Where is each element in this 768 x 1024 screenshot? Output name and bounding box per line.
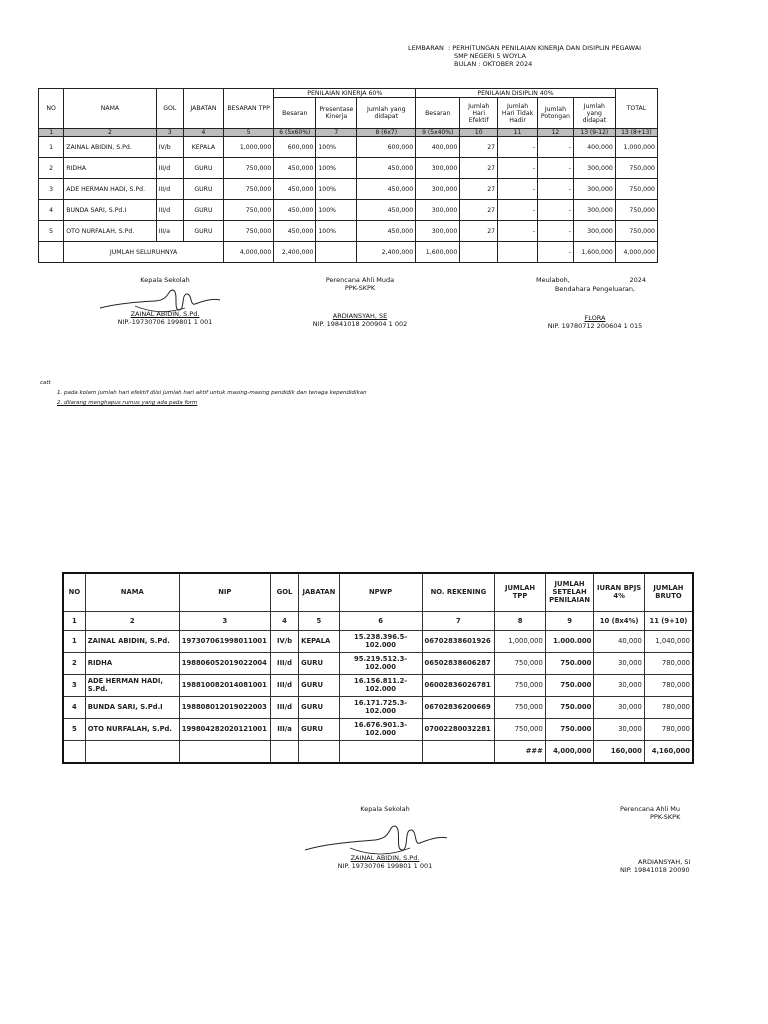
table-cell: 600,000: [274, 137, 316, 158]
total-row: [39, 242, 658, 263]
payment-header-cell: JUMLAH BRUTO: [644, 573, 693, 611]
note-2: 2. dilarang menghapus rumus yang ada pada form: [57, 400, 198, 406]
table-cell: -: [498, 221, 538, 242]
table-cell: -: [498, 200, 538, 221]
table-cell: 27: [460, 179, 498, 200]
payment-cell: 750,000: [495, 652, 546, 674]
payment-header-cell: NIP: [179, 573, 270, 611]
payment-total-cell: 4,160,000: [644, 740, 693, 763]
table-cell: 300,000: [573, 179, 615, 200]
payment-cell: 750.000: [545, 696, 594, 718]
payment-cell: 750,000: [495, 674, 546, 696]
table-cell: 450,000: [274, 158, 316, 179]
payment-row: [63, 652, 693, 674]
table-row: [39, 137, 658, 158]
table-cell: -: [538, 137, 574, 158]
payment-cell: 1.000.000: [545, 630, 594, 652]
column-number: 1: [39, 129, 64, 137]
total-cell: 2,400,000: [357, 242, 416, 263]
payment-cell: 06702838601926: [422, 630, 495, 652]
bendahara-signature-block: [530, 285, 660, 330]
total-cell: -: [538, 242, 574, 263]
payment-cell: 750.000: [545, 718, 594, 740]
payment-cell: 5: [63, 718, 85, 740]
table-cell: -: [538, 200, 574, 221]
table-cell: ADE HERMAN HADI, S.Pd.: [64, 179, 156, 200]
hdr-no: NO: [39, 89, 64, 129]
payment-column-number: 9: [545, 611, 594, 630]
place-date: [536, 276, 646, 284]
table-cell: 750,000: [615, 200, 657, 221]
table-cell: III/a: [156, 221, 183, 242]
payment-header-cell: NAMA: [85, 573, 179, 611]
table-cell: GURU: [183, 221, 223, 242]
payment-cell: KEPALA: [299, 630, 339, 652]
column-number: 9 (5x40%): [416, 129, 460, 137]
table-cell: 27: [460, 137, 498, 158]
perencana-title1: Perencana Ahli Muda: [325, 276, 395, 284]
perencana2-nip: NIP. 19841018 20090: [620, 866, 690, 874]
column-number: 13 (8+13): [615, 129, 657, 137]
payment-cell: 16.156.811.2-102.000: [339, 674, 422, 696]
table-cell: 750,000: [615, 179, 657, 200]
kepala2-name: ZAINAL ABIDIN, S.Pd.: [350, 854, 420, 862]
table-cell: KEPALA: [183, 137, 223, 158]
payment-cell: OTO NURFALAH, S.Pd.: [85, 718, 179, 740]
payment-cell: III/a: [270, 718, 298, 740]
hdr-d-potongan: Jumlah Potongan: [538, 98, 574, 129]
hdr-group-kinerja: PENILAIAN KINERJA 60%: [274, 89, 416, 98]
payment-cell: 1,040,000: [644, 630, 693, 652]
table-cell: GURU: [183, 158, 223, 179]
perencana-signature-block: [300, 276, 420, 328]
payment-cell: 197307061998011001: [179, 630, 270, 652]
lembaran-value: : PERHITUNGAN PENILAIAN KINERJA DAN DISIPLIN PEGAWAI: [447, 44, 642, 52]
table-cell: 27: [460, 200, 498, 221]
payment-cell: 780,000: [644, 696, 693, 718]
payment-total-cell: ###: [495, 740, 546, 763]
payment-cell: 780,000: [644, 718, 693, 740]
table-cell: 100%: [316, 179, 357, 200]
total-cell: 4,000,000: [615, 242, 657, 263]
kepala-signature-image: [95, 286, 225, 320]
table-cell: 750,000: [223, 179, 273, 200]
kepala-nip: NIP.-19730706 199801 1 001: [117, 318, 213, 326]
table-cell: 1: [39, 137, 64, 158]
perencana2-title1: Perencana Ahli Mu: [620, 805, 681, 813]
table-cell: 4: [39, 200, 64, 221]
place: Meulaboh,: [536, 276, 570, 284]
bendahara-title: Bendahara Pengeluaran,: [554, 285, 636, 293]
payment-total-row: [63, 740, 693, 763]
table-cell: 750,000: [615, 158, 657, 179]
payment-header-cell: JUMLAH SETELAH PENILAIAN: [545, 573, 594, 611]
kepala2-signature-image: [300, 820, 450, 860]
payment-column-number: 2: [85, 611, 179, 630]
column-number: 12: [538, 129, 574, 137]
hdr-d-besaran: Besaran: [416, 98, 460, 129]
payment-cell: 30,000: [594, 696, 645, 718]
payment-cell: 30,000: [594, 718, 645, 740]
hdr-d-tidak-hadir: Jumlah Hari Tidak Hadir: [498, 98, 538, 129]
table-cell: 450,000: [357, 158, 416, 179]
table-cell: BUNDA SARI, S.Pd.I: [64, 200, 156, 221]
table-cell: 100%: [316, 158, 357, 179]
table-cell: III/d: [156, 200, 183, 221]
payment-header-cell: JABATAN: [299, 573, 339, 611]
payment-cell: 06002836026781: [422, 674, 495, 696]
table-cell: OTO NURFALAH, S.Pd.: [64, 221, 156, 242]
table-cell: ZAINAL ABIDIN, S.Pd.: [64, 137, 156, 158]
hdr-besaran-tpp: BESARAN TPP: [223, 89, 273, 129]
payment-cell: RIDHA: [85, 652, 179, 674]
payment-cell: 40,000: [594, 630, 645, 652]
payment-column-number: 5: [299, 611, 339, 630]
table-row: [39, 158, 658, 179]
payment-cell: BUNDA SARI, S.Pd.I: [85, 696, 179, 718]
column-number: 7: [316, 129, 357, 137]
kepala2-title: Kepala Sekolah: [360, 805, 410, 813]
payment-cell: IV/b: [270, 630, 298, 652]
report-month: BULAN : OKTOBER 2024: [454, 60, 533, 68]
table-cell: 450,000: [357, 179, 416, 200]
total-label: JUMLAH SELURUHNYA: [64, 242, 224, 263]
table-cell: RIDHA: [64, 158, 156, 179]
hdr-k-jumlah: Jumlah yang didapat: [357, 98, 416, 129]
column-number: 13 (9-12): [573, 129, 615, 137]
table-cell: 750,000: [223, 221, 273, 242]
column-number: 10: [460, 129, 498, 137]
payment-cell: ADE HERMAN HADI, S.Pd.: [85, 674, 179, 696]
hdr-d-jumlah: Jumlah yang didapat: [573, 98, 615, 129]
column-number: 6 (5x60%): [274, 129, 316, 137]
notes-block: [40, 378, 367, 408]
table-cell: 400,000: [416, 137, 460, 158]
table-cell: 450,000: [274, 179, 316, 200]
kepala2-nip: NIP. 19730706 199801 1 001: [337, 862, 433, 870]
column-number: 3: [156, 129, 183, 137]
table-cell: III/d: [156, 158, 183, 179]
payment-header-cell: IURAN BPJS 4%: [594, 573, 645, 611]
column-number: 5: [223, 129, 273, 137]
payment-cell: 1: [63, 630, 85, 652]
hdr-k-besaran: Besaran: [274, 98, 316, 129]
table-cell: IV/b: [156, 137, 183, 158]
table-cell: 300,000: [573, 200, 615, 221]
payment-cell: 780,000: [644, 674, 693, 696]
payment-column-number: 8: [495, 611, 546, 630]
hdr-nama: NAMA: [64, 89, 156, 129]
table-row: [39, 179, 658, 200]
payment-cell: 198810082014081001: [179, 674, 270, 696]
payment-row: [63, 630, 693, 652]
payment-cell: 4: [63, 696, 85, 718]
payment-header-cell: GOL: [270, 573, 298, 611]
lembaran-label: LEMBARAN: [408, 44, 444, 52]
payment-cell: III/d: [270, 674, 298, 696]
hdr-group-disiplin: PENILAIAN DISIPLIN 40%: [416, 89, 616, 98]
table-cell: 5: [39, 221, 64, 242]
table-cell: GURU: [183, 200, 223, 221]
payment-cell: 30,000: [594, 674, 645, 696]
table-cell: 450,000: [274, 221, 316, 242]
payment-cell: 780,000: [644, 652, 693, 674]
payment-column-number: 11 (9+10): [644, 611, 693, 630]
payment-column-number: 10 (8x4%): [594, 611, 645, 630]
table-cell: -: [538, 158, 574, 179]
payment-cell: 750,000: [495, 696, 546, 718]
table-cell: 1,000,000: [223, 137, 273, 158]
payment-cell: 95.219.512.3-102.000: [339, 652, 422, 674]
assessment-table: [38, 88, 658, 263]
total-cell: 1,600,000: [416, 242, 460, 263]
header-block: [408, 44, 641, 68]
payment-cell: GURU: [299, 674, 339, 696]
table-cell: 300,000: [416, 221, 460, 242]
table-cell: -: [538, 179, 574, 200]
table-row: [39, 221, 658, 242]
total-cell: 2,400,000: [274, 242, 316, 263]
column-number-row: [39, 129, 658, 137]
perencana2-signature-block: [620, 805, 768, 874]
payment-cell: 06702836200669: [422, 696, 495, 718]
payment-cell: 15.238.396.5-102.000: [339, 630, 422, 652]
perencana-name: ARDIANSYAH, SE: [332, 312, 388, 320]
column-number: 2: [64, 129, 156, 137]
table-cell: 300,000: [416, 200, 460, 221]
payment-cell: GURU: [299, 718, 339, 740]
hdr-k-presentase: Presentase Kinerja: [316, 98, 357, 129]
perencana2-title2: PPK-SKPK: [650, 813, 681, 821]
payment-total-cell: 160,000: [594, 740, 645, 763]
table-row: [39, 200, 658, 221]
note-1: 1. pada kolam jumlah hari efektif diisi jumlah hari aktif untuk masing-masing pendidik dan tenaga kependidikan: [57, 390, 367, 396]
table-cell: 100%: [316, 137, 357, 158]
table-cell: 750,000: [615, 221, 657, 242]
payment-column-number: 3: [179, 611, 270, 630]
payment-cell: 07002280032281: [422, 718, 495, 740]
table-cell: 300,000: [416, 179, 460, 200]
table-cell: -: [538, 221, 574, 242]
perencana2-name: ARDIANSYAH, SI: [638, 858, 691, 866]
payment-cell: 2: [63, 652, 85, 674]
column-number: 11: [498, 129, 538, 137]
payment-cell: 16.171.725.3-102.000: [339, 696, 422, 718]
table-cell: 1,000,000: [615, 137, 657, 158]
payment-row: [63, 674, 693, 696]
payment-table: [62, 572, 694, 764]
hdr-d-hari-efektif: Jumlah Hari Efektif: [460, 98, 498, 129]
payment-header-cell: JUMLAH TPP: [495, 573, 546, 611]
total-cell: 1,600,000: [573, 242, 615, 263]
payment-header-cell: NO: [63, 573, 85, 611]
payment-column-number: 1: [63, 611, 85, 630]
payment-cell: GURU: [299, 696, 339, 718]
payment-number-row: [63, 611, 693, 630]
payment-header-row: [63, 573, 693, 611]
payment-cell: 1,000,000: [495, 630, 546, 652]
payment-cell: III/d: [270, 652, 298, 674]
payment-header-cell: NO. REKENING: [422, 573, 495, 611]
payment-cell: ZAINAL ABIDIN, S.Pd.: [85, 630, 179, 652]
table-cell: 100%: [316, 221, 357, 242]
table-cell: 400,000: [573, 137, 615, 158]
payment-cell: III/d: [270, 696, 298, 718]
hdr-total: TOTAL: [615, 89, 657, 129]
table-cell: 2: [39, 158, 64, 179]
table-cell: 27: [460, 158, 498, 179]
payment-cell: 16.676.901.3-102.000: [339, 718, 422, 740]
payment-column-number: 7: [422, 611, 495, 630]
total-cell: [498, 242, 538, 263]
payment-row: [63, 696, 693, 718]
hdr-jabatan: JABATAN: [183, 89, 223, 129]
perencana-title2: PPK-SKPK: [344, 284, 376, 292]
school-name: SMP NEGERI 5 WOYLA: [454, 52, 526, 60]
table-cell: 300,000: [573, 221, 615, 242]
payment-cell: 750.000: [545, 652, 594, 674]
table-cell: -: [498, 179, 538, 200]
table-cell: III/d: [156, 179, 183, 200]
payment-cell: 199804282020121001: [179, 718, 270, 740]
table-cell: 750,000: [223, 158, 273, 179]
payment-cell: GURU: [299, 652, 339, 674]
total-cell: [460, 242, 498, 263]
payment-column-number: 6: [339, 611, 422, 630]
table-cell: -: [498, 137, 538, 158]
hdr-gol: GOL: [156, 89, 183, 129]
payment-cell: 06502838606287: [422, 652, 495, 674]
payment-cell: 750.000: [545, 674, 594, 696]
column-number: 8 (6x7): [357, 129, 416, 137]
kepala-name: ZAINAL ABIDIN, S.Pd.: [130, 310, 200, 318]
payment-cell: 3: [63, 674, 85, 696]
table-cell: 27: [460, 221, 498, 242]
payment-row: [63, 718, 693, 740]
table-cell: 300,000: [416, 158, 460, 179]
table-cell: 600,000: [357, 137, 416, 158]
table-cell: 100%: [316, 200, 357, 221]
total-cell: [316, 242, 357, 263]
payment-header-cell: NPWP: [339, 573, 422, 611]
table-cell: 750,000: [223, 200, 273, 221]
total-cell: 4,000,000: [223, 242, 273, 263]
table-cell: GURU: [183, 179, 223, 200]
bendahara-name: FLORA: [584, 314, 606, 322]
payment-cell: 30,000: [594, 652, 645, 674]
payment-cell: 198808012019022003: [179, 696, 270, 718]
column-number: 4: [183, 129, 223, 137]
table-cell: 450,000: [357, 221, 416, 242]
table-cell: 3: [39, 179, 64, 200]
table-cell: -: [498, 158, 538, 179]
table-cell: 450,000: [357, 200, 416, 221]
perencana-nip: NIP. 19841018 200904 1 002: [312, 320, 408, 328]
payment-total-cell: 4,000,000: [545, 740, 594, 763]
payment-column-number: 4: [270, 611, 298, 630]
year: 2024: [629, 276, 646, 284]
payment-cell: 198806052019022004: [179, 652, 270, 674]
kepala-title: Kepala Sekolah: [140, 276, 190, 284]
table-cell: 450,000: [274, 200, 316, 221]
payment-cell: 750,000: [495, 718, 546, 740]
notes-label: catt: [40, 380, 51, 386]
bendahara-nip: NIP. 19780712 200604 1 015: [547, 322, 643, 330]
table-cell: 300,000: [573, 158, 615, 179]
